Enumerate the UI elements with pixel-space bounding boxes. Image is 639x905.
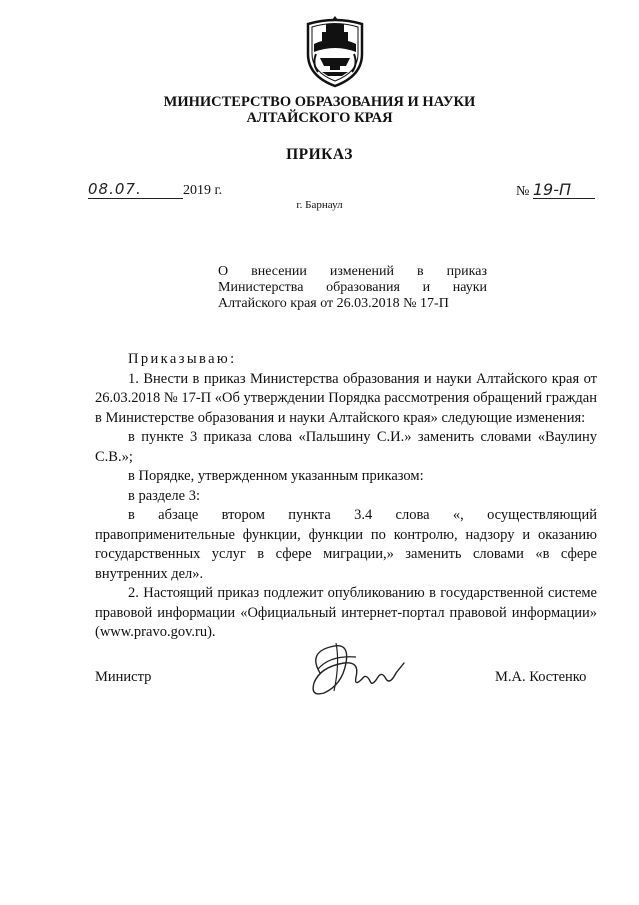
coat-of-arms-emblem [302, 14, 368, 88]
signer-name: М.А. Костенко [495, 669, 587, 685]
body-paragraph-4: в разделе 3: [128, 487, 201, 504]
order-date [88, 181, 222, 199]
order-body [95, 350, 597, 643]
order-number [516, 181, 595, 200]
body-paragraph-5: в абзаце втором пункта 3.4 слова «, осуществляющий правоприменительные функции, функции по контролю, надзору и оказанию государственных услуг в сфере миграции,» заменить словами «в сфере внутренних дел». [95, 507, 597, 582]
handwritten-signature [300, 633, 410, 703]
ministry-name-line1: МИНИСТЕРСТВО ОБРАЗОВАНИЯ И НАУКИ [163, 94, 476, 110]
body-paragraph-2: в пункте 3 приказа слова «Пальшину С.И.» заменить словами «Ваулину С.В.»; [95, 429, 597, 465]
number-sign: № [516, 184, 530, 199]
body-paragraph-3: в Порядке, утвержденном указанным приказом: [128, 468, 424, 484]
document-type-title: ПРИКАЗ [286, 146, 353, 163]
ministry-name-line2: АЛТАЙСКОГО КРАЯ [246, 110, 393, 126]
opening-word: Приказываю: [128, 351, 237, 367]
body-paragraph-6: 2. Настоящий приказ подлежит опубликованию в государственной системе правовой информации «Официальный интернет-портал правовой информации» (www.pravo.gov.ru). [95, 585, 597, 640]
handwritten-number: 19-П [533, 181, 595, 199]
body-paragraph-1: 1. Внести в приказ Министерства образования и науки Алтайского края от 26.03.2018 № 17-П «Об утверждении Порядка рассмотрения обращений граждан в Министерстве образования и науки Алтайского края» следующие изменения: [95, 370, 598, 426]
signer-title: Министр [95, 669, 152, 685]
order-subject: О внесении изменений в приказ Министерства образования и науки Алтайского края от 26.03.2018 № 17-П [218, 264, 487, 311]
city-name: г. Барнаул [296, 199, 343, 211]
handwritten-date: 08.07. [88, 181, 183, 199]
order-year: 2019 г. [183, 183, 223, 198]
